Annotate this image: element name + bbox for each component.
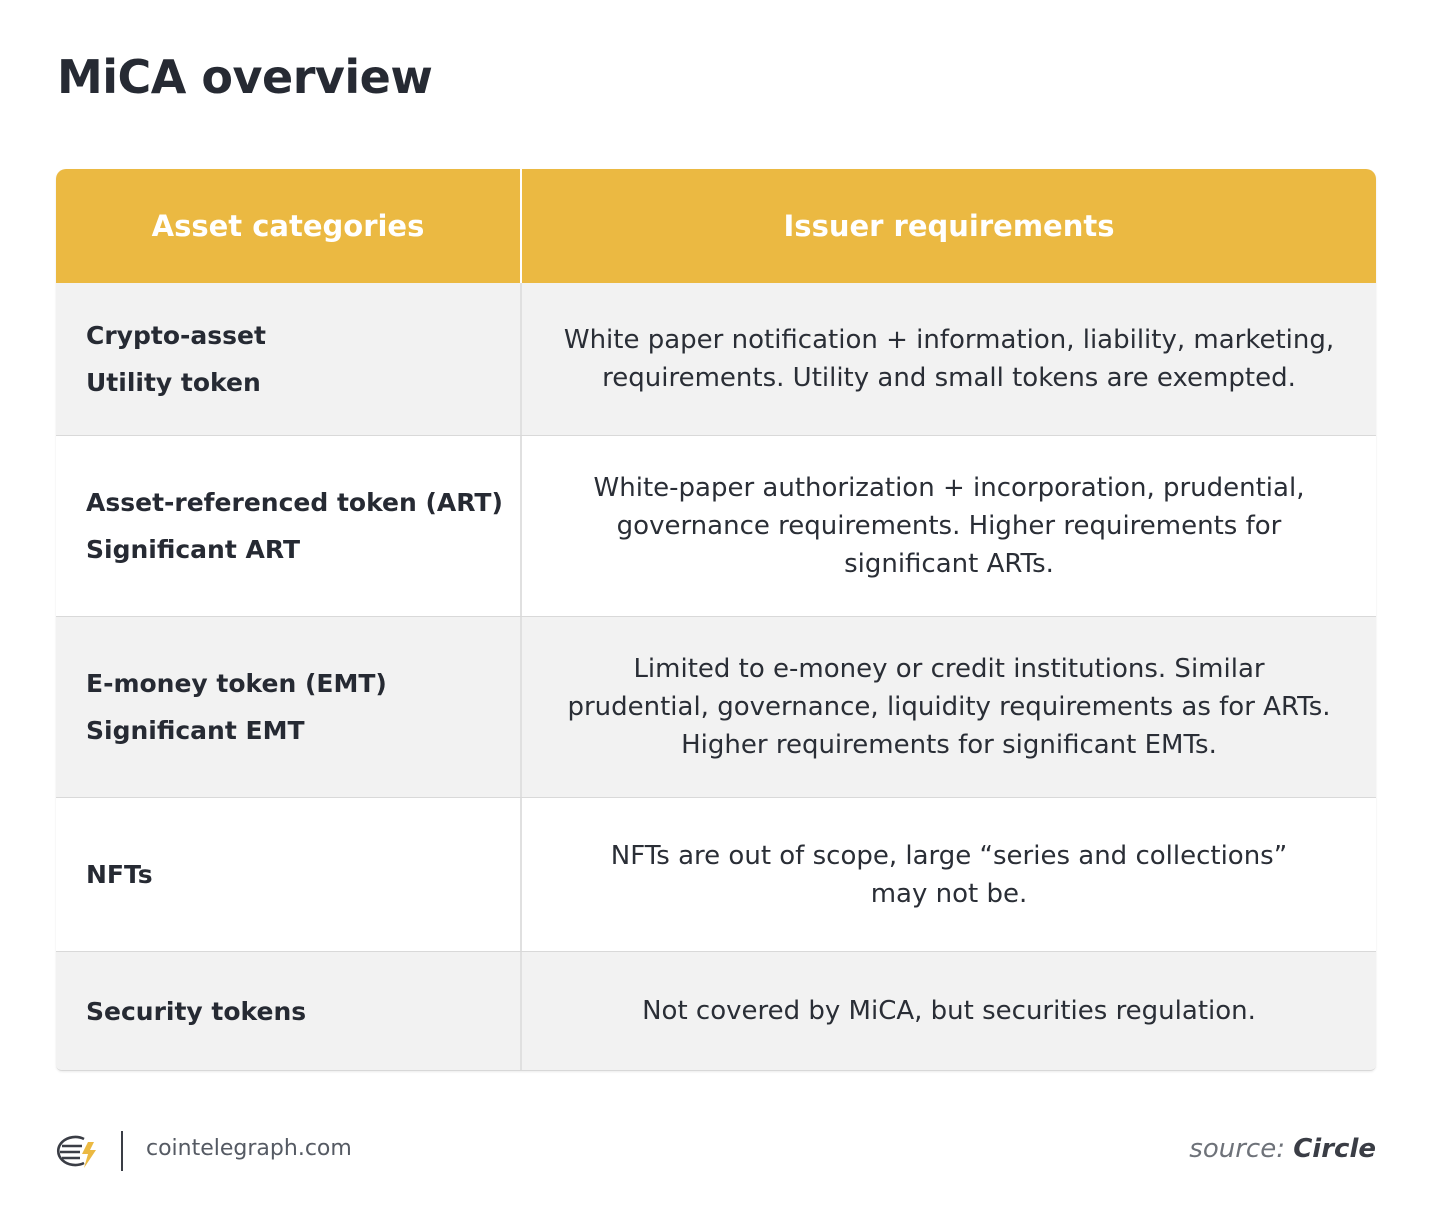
category-subname: Significant EMT (86, 716, 305, 745)
footer-divider (121, 1131, 123, 1171)
table-header-row (56, 169, 1376, 283)
requirement-cell (522, 283, 1376, 435)
table-row (56, 798, 1376, 952)
cointelegraph-logo-icon (54, 1130, 100, 1172)
source-label: source: (1189, 1134, 1285, 1164)
page-title: MiCA overview (57, 50, 433, 104)
category-cell (56, 283, 522, 435)
requirement-text: White paper notification + information, liability, marketing, requirements. Utility and small tokens are exempted. (563, 325, 1335, 393)
source-name: Circle (1293, 1134, 1376, 1164)
requirement-text: White-paper authorization + incorporation, prudential, governance requirements. Higher requirements for significant ARTs. (593, 473, 1305, 579)
category-cell (56, 952, 522, 1070)
requirement-cell (522, 952, 1376, 1070)
category-name: NFTs (86, 860, 153, 889)
table-row (56, 952, 1376, 1070)
requirement-cell (522, 436, 1376, 616)
category-subname: Utility token (86, 368, 261, 397)
header-label-requirements: Issuer requirements (783, 209, 1115, 243)
category-cell (56, 436, 522, 616)
footer-site: cointelegraph.com (146, 1136, 352, 1161)
requirement-cell (522, 617, 1376, 797)
header-label-categories: Asset categories (151, 209, 425, 243)
footer-source (1189, 1134, 1376, 1164)
table-row (56, 283, 1376, 436)
header-cell-requirements (522, 169, 1376, 283)
table-row (56, 436, 1376, 617)
category-subname: Significant ART (86, 535, 301, 564)
requirement-text: Limited to e-money or credit institutions. Similar prudential, governance, liquidity requirements as for ARTs. Higher requirements for significant EMTs. (567, 654, 1331, 760)
mica-table (56, 169, 1376, 1071)
category-cell (56, 798, 522, 951)
table-row (56, 617, 1376, 798)
category-cell (56, 617, 522, 797)
requirement-text: NFTs are out of scope, large “series and collections” may not be. (610, 840, 1288, 909)
category-name: E-money token (EMT) (86, 669, 387, 698)
category-name: Crypto-asset (86, 321, 266, 350)
header-cell-categories (56, 169, 522, 283)
requirement-cell (522, 798, 1376, 951)
requirement-text: Not covered by MiCA, but securities regulation. (642, 996, 1256, 1026)
category-name: Security tokens (86, 996, 307, 1026)
category-name: Asset-referenced token (ART) (86, 488, 503, 517)
